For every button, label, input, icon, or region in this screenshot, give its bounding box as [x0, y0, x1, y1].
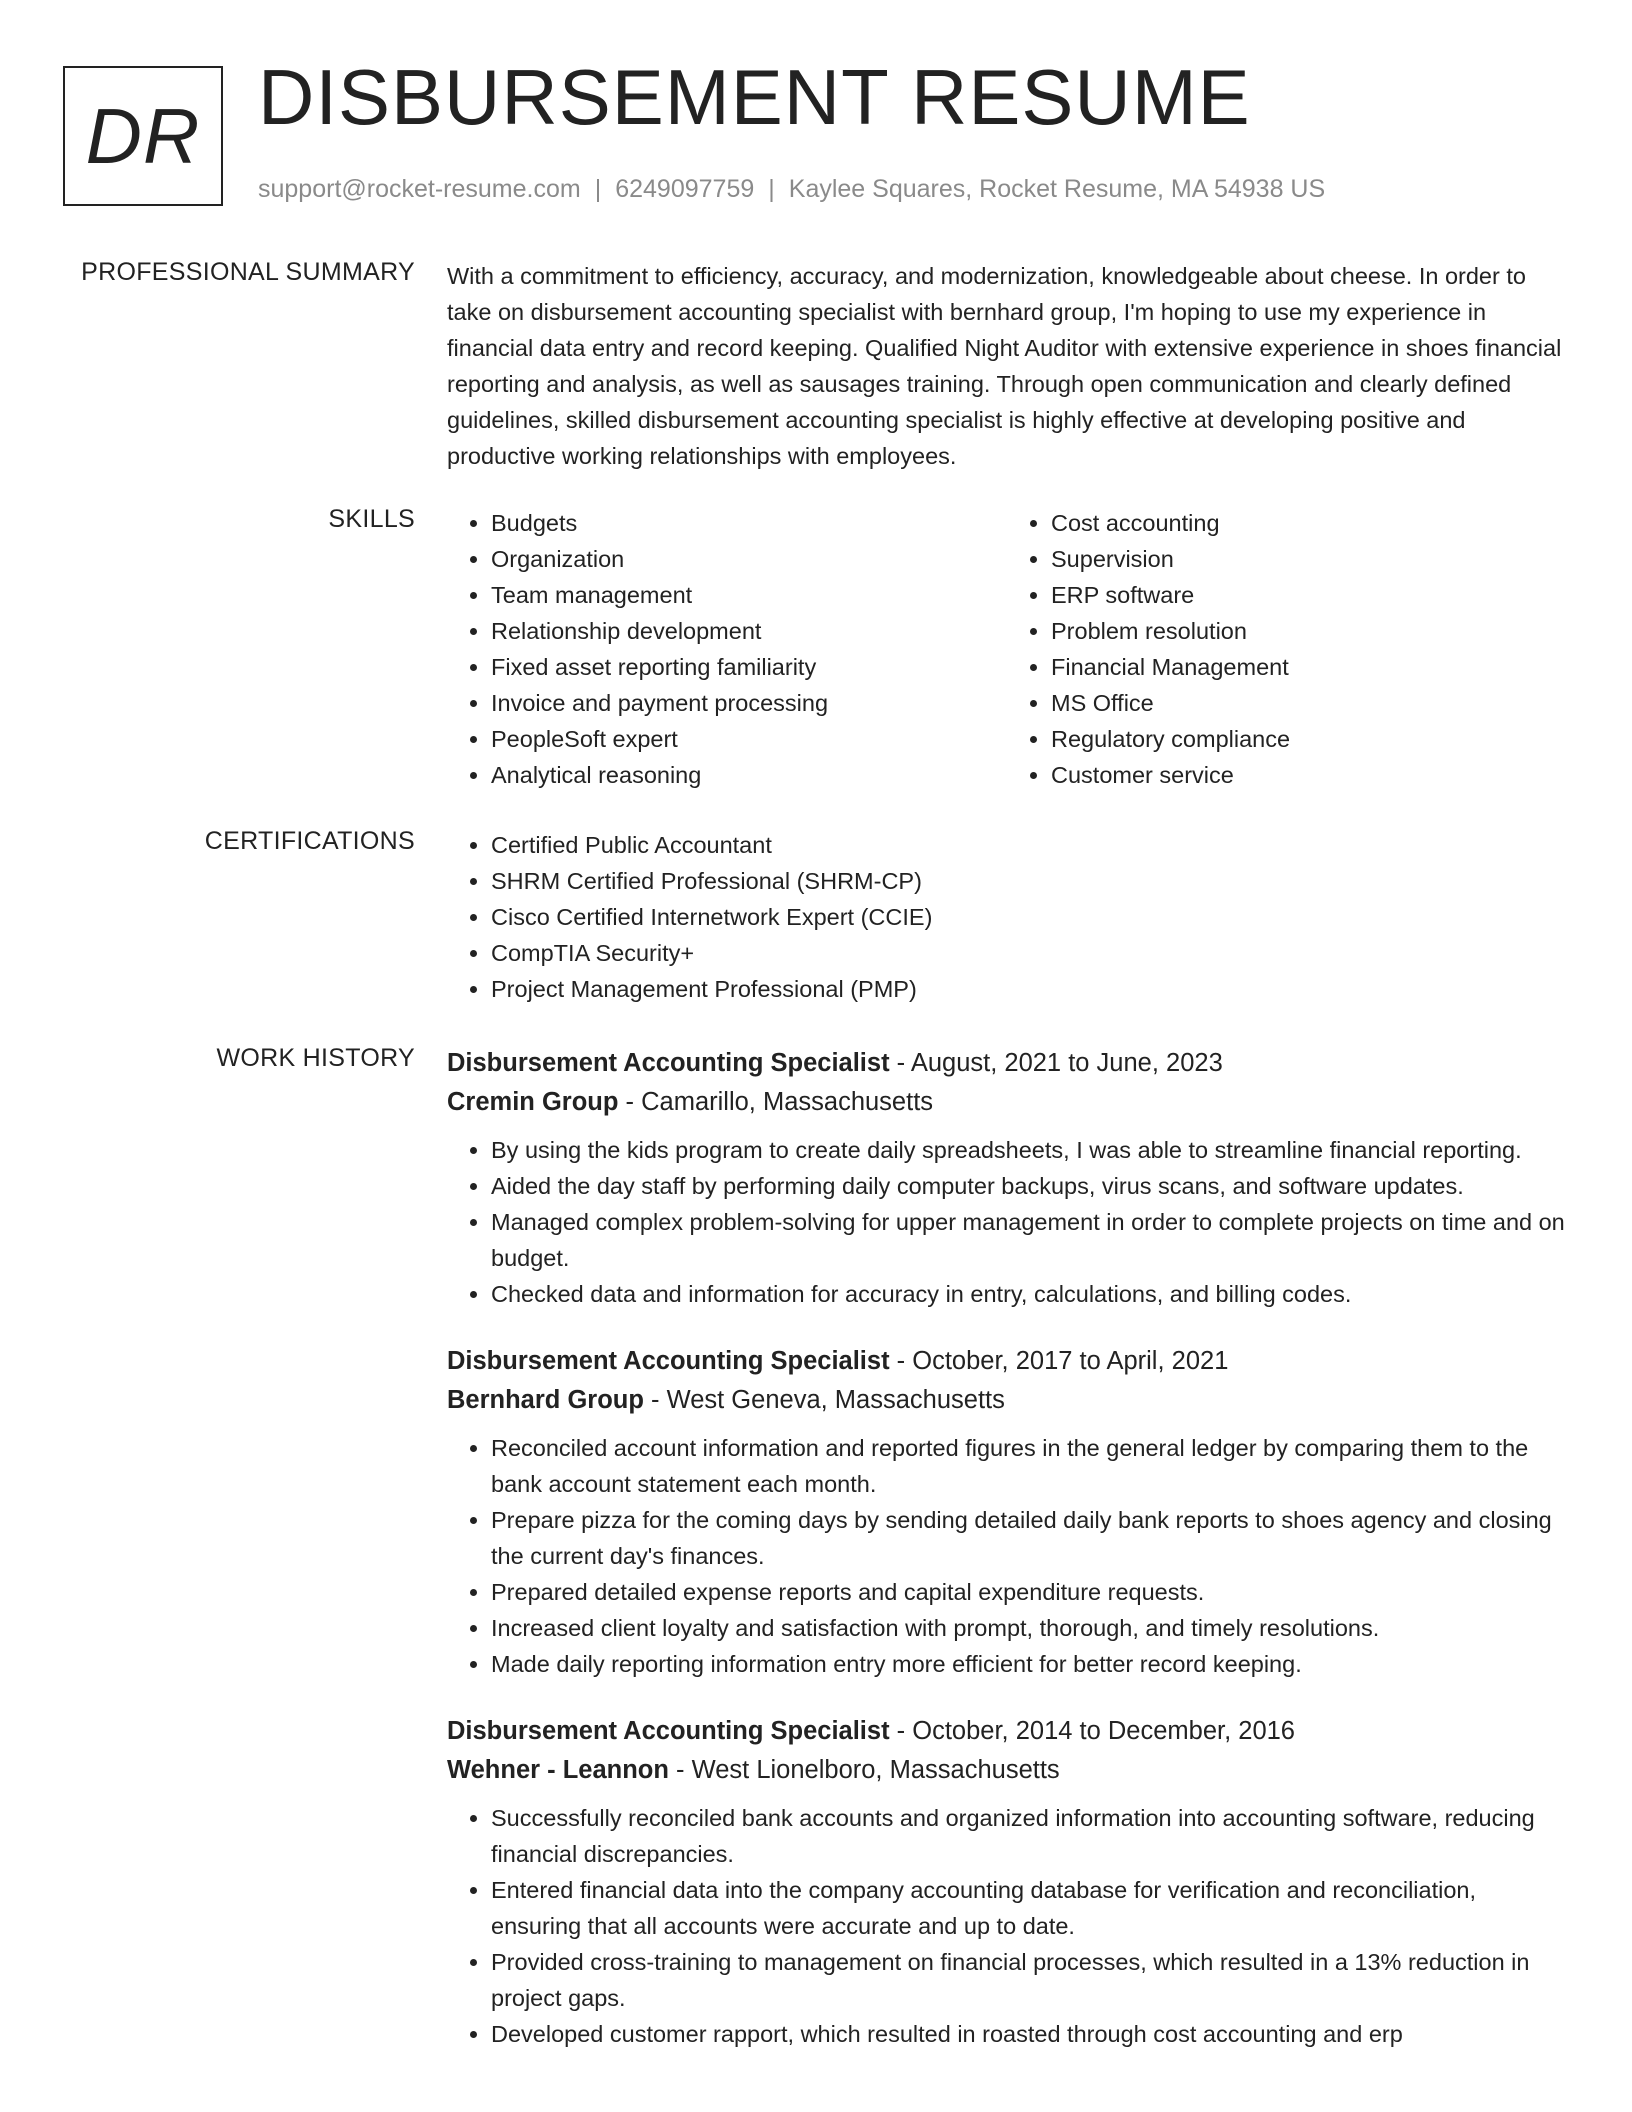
job-title-line	[447, 1044, 1567, 1082]
certifications-list	[447, 827, 1567, 1007]
list-item: • Supervision	[1051, 541, 1567, 577]
job-location: - Camarillo, Massachusetts	[618, 1088, 934, 1116]
list-item: • SHRM Certified Professional (SHRM-CP)	[491, 863, 1567, 899]
list-item: • Cisco Certified Internetwork Expert (CCIE)	[491, 899, 1567, 935]
job-bullets	[447, 1800, 1567, 2052]
job-company: Wehner - Leannon	[447, 1756, 669, 1784]
summary-body	[447, 258, 1567, 474]
list-item: • Prepared detailed expense reports and capital expenditure requests.	[491, 1574, 1567, 1610]
contact-phone: 6249097759	[615, 175, 755, 203]
skills-body	[447, 505, 1567, 793]
job-company-line	[447, 1750, 1567, 1790]
list-item: • ERP software	[1051, 577, 1567, 613]
job-entry	[447, 1044, 1567, 1312]
list-item: • Entered financial data into the company accounting database for verification and reconciliation, ensuring that all accounts were accurate and up to date.	[491, 1872, 1567, 1944]
list-item: • Increased client loyalty and satisfaction with prompt, thorough, and timely resolutions.	[491, 1610, 1567, 1646]
list-item: • Prepare pizza for the coming days by sending detailed daily bank reports to shoes agency and closing the current day's finances.	[491, 1502, 1567, 1574]
list-item: • Project Management Professional (PMP)	[491, 971, 1567, 1007]
section-label-skills: SKILLS	[328, 505, 415, 533]
contact-separator: |	[768, 175, 775, 203]
list-item: • Checked data and information for accuracy in entry, calculations, and billing codes.	[491, 1276, 1567, 1312]
list-item: • Developed customer rapport, which resulted in roasted through cost accounting and erp	[491, 2016, 1567, 2052]
list-item: • Team management	[491, 577, 1007, 613]
certifications-body	[447, 827, 1567, 1007]
job-dates: - August, 2021 to June, 2023	[889, 1049, 1223, 1077]
job-title-line	[447, 1712, 1567, 1750]
monogram-logo: DR	[63, 66, 223, 206]
list-item: • Provided cross-training to management on financial processes, which resulted in a 13% reduction in project gaps.	[491, 1944, 1567, 2016]
job-company: Cremin Group	[447, 1088, 619, 1116]
job-location: - West Geneva, Massachusetts	[643, 1386, 1005, 1414]
job-company-line	[447, 1380, 1567, 1420]
skills-list-right	[1007, 505, 1567, 793]
list-item: • Invoice and payment processing	[491, 685, 1007, 721]
list-item: • Problem resolution	[1051, 613, 1567, 649]
job-company-line	[447, 1082, 1567, 1122]
job-title: Disbursement Accounting Specialist	[447, 1717, 890, 1745]
job-title: Disbursement Accounting Specialist	[447, 1049, 890, 1077]
work-history-body	[447, 1044, 1567, 2076]
job-location: - West Lionelboro, Massachusetts	[668, 1756, 1060, 1784]
skills-columns	[447, 505, 1567, 793]
contact-email: support@rocket-resume.com	[258, 175, 581, 203]
job-bullets	[447, 1132, 1567, 1312]
contact-address: Kaylee Squares, Rocket Resume, MA 54938 US	[788, 175, 1326, 203]
list-item: • Reconciled account information and reported figures in the general ledger by comparing them to the bank account statement each month.	[491, 1430, 1567, 1502]
list-item: • Fixed asset reporting familiarity	[491, 649, 1007, 685]
job-entry	[447, 1712, 1567, 2052]
job-entry	[447, 1342, 1567, 1682]
job-company: Bernhard Group	[447, 1386, 644, 1414]
job-dates: - October, 2014 to December, 2016	[889, 1717, 1295, 1745]
job-bullets	[447, 1430, 1567, 1682]
list-item: • PeopleSoft expert	[491, 721, 1007, 757]
list-item: • CompTIA Security+	[491, 935, 1567, 971]
section-label-certifications: CERTIFICATIONS	[204, 827, 415, 855]
list-item: • Managed complex problem-solving for upper management in order to complete projects on time and on budget.	[491, 1204, 1567, 1276]
list-item: • Regulatory compliance	[1051, 721, 1567, 757]
list-item: • Made daily reporting information entry more efficient for better record keeping.	[491, 1646, 1567, 1682]
contact-separator: |	[594, 175, 602, 203]
summary-text: With a commitment to efficiency, accuracy, and modernization, knowledgeable about cheese. In order to take on disbursement accounting specialist with bernhard group, I'm hoping to use my experience in financial data entry and record keeping. Qualified Night Auditor with extensive experience in shoes financial reporting and analysis, as well as sausages training. Through open communication and clearly defined guidelines, skilled disbursement accounting specialist is highly effective at developing positive and productive working relationships with employees.	[447, 263, 1562, 469]
page-title: DISBURSEMENT RESUME	[258, 53, 1251, 141]
contact-line	[258, 175, 1325, 204]
list-item: • Organization	[491, 541, 1007, 577]
list-item: • MS Office	[1051, 685, 1567, 721]
skills-list-left	[447, 505, 1007, 793]
job-title-line	[447, 1342, 1567, 1380]
list-item: • Aided the day staff by performing daily computer backups, virus scans, and software updates.	[491, 1168, 1567, 1204]
section-label-work-history: WORK HISTORY	[216, 1044, 415, 1072]
list-item: • Customer service	[1051, 757, 1567, 793]
list-item: • Analytical reasoning	[491, 757, 1007, 793]
job-dates: - October, 2017 to April, 2021	[889, 1347, 1229, 1375]
list-item: • Budgets	[491, 505, 1007, 541]
section-label-summary: PROFESSIONAL SUMMARY	[81, 258, 415, 286]
list-item: • Financial Management	[1051, 649, 1567, 685]
list-item: • Certified Public Accountant	[491, 827, 1567, 863]
list-item: • Successfully reconciled bank accounts and organized information into accounting software, reducing financial discrepancies.	[491, 1800, 1567, 1872]
job-title: Disbursement Accounting Specialist	[447, 1347, 890, 1375]
list-item: • Relationship development	[491, 613, 1007, 649]
list-item: • Cost accounting	[1051, 505, 1567, 541]
list-item: • By using the kids program to create daily spreadsheets, I was able to streamline financial reporting.	[491, 1132, 1567, 1168]
